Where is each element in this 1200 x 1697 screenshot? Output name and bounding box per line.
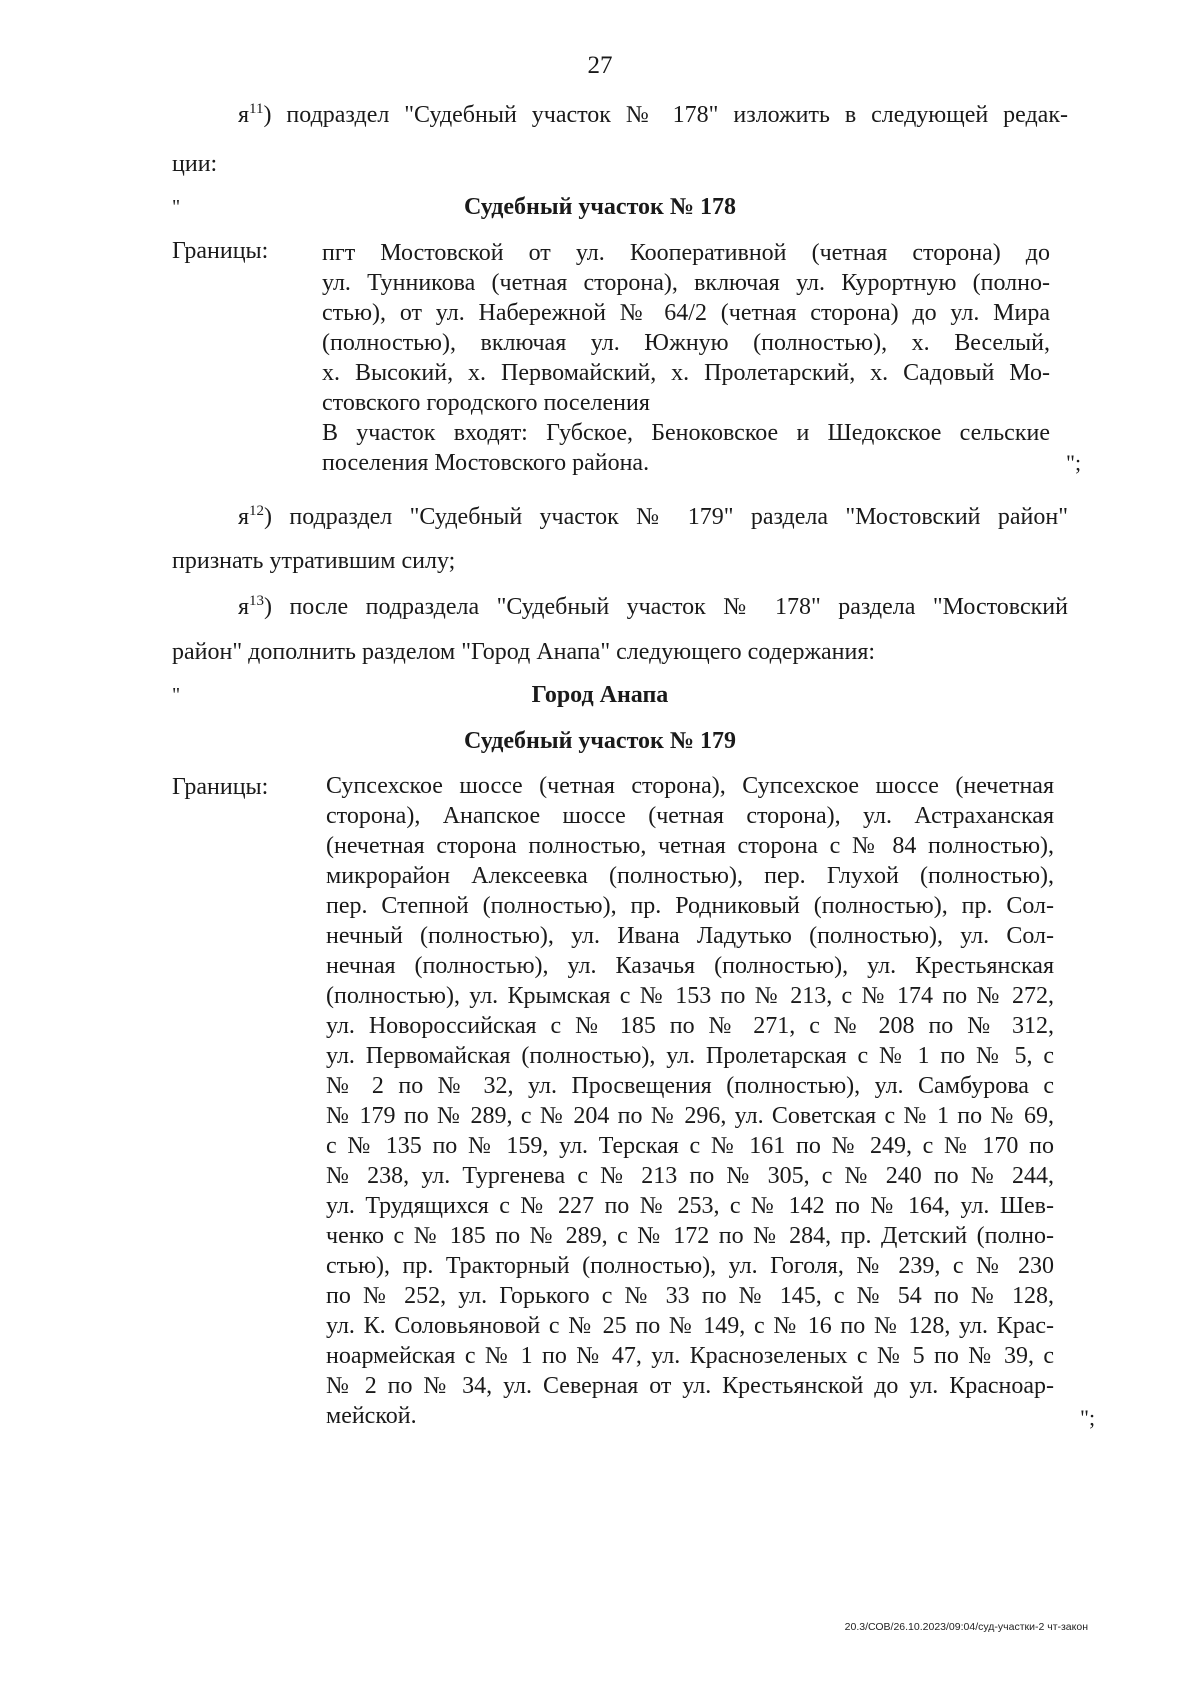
boundary-line: № 179 по № 289, с № 204 по № 296, ул. Советская с № 1 по № 69, (326, 1103, 1054, 1129)
boundary-line: (полностью), включая ул. Южную (полностью), х. Веселый, (322, 330, 1050, 356)
section-178-closing-quote: "; (1066, 450, 1082, 475)
amendment-13-index: 13 (249, 593, 265, 609)
boundary-line: Супсехское шоссе (четная сторона), Супсехское шоссе (нечетная (326, 773, 1054, 799)
section-178-boundaries-text (322, 237, 1050, 477)
boundary-line: х. Высокий, х. Первомайский, х. Пролетарский, х. Садовый Мо- (322, 360, 1050, 386)
amendment-11-line1 (238, 100, 1068, 130)
city-heading: Город Анапа (531, 682, 669, 708)
amendment-12-text: ) подраздел "Судебный участок № 179" раздела "Мостовский район" (264, 504, 1068, 530)
open-quote-2: " (172, 684, 181, 706)
boundary-line: поселения Мостовского района. (322, 450, 650, 476)
boundary-line: пер. Степной (полностью), пр. Родниковый (полностью), пр. Сол- (326, 893, 1054, 919)
amendment-12-line2: признать утратившим силу; (172, 548, 456, 574)
boundary-line: № 238, ул. Тургенева с № 213 по № 305, с № 240 по № 244, (326, 1163, 1054, 1189)
document-footer-code: 20.3/СОВ/26.10.2023/09:04/суд-участки-2 чт-закон (844, 1621, 1088, 1633)
boundary-line: ул. Трудящихся с № 227 по № 253, с № 142 по № 164, ул. Шев- (326, 1193, 1054, 1219)
section-179-heading: Судебный участок № 179 (463, 728, 736, 754)
amendment-11-line2: ции: (172, 151, 218, 177)
boundary-line: № 2 по № 32, ул. Просвещения (полностью), ул. Самбурова с (326, 1073, 1054, 1099)
boundary-line: мейской. (326, 1403, 417, 1429)
page-number: 27 (587, 52, 613, 79)
boundary-line: с № 135 по № 159, ул. Терская с № 161 по № 249, с № 170 по (326, 1133, 1054, 1159)
boundary-line: ноармейская с № 1 по № 47, ул. Краснозеленых с № 5 по № 39, с (326, 1343, 1054, 1369)
boundary-line: ченко с № 185 по № 289, с № 172 по № 284, пр. Детский (полно- (326, 1223, 1054, 1249)
amendment-12-index: 12 (249, 503, 265, 519)
amendment-11-letter: я (238, 102, 250, 128)
boundary-line: (полностью), ул. Крымская с № 153 по № 213, с № 174 по № 272, (326, 983, 1054, 1009)
section-179-boundaries-text (326, 771, 1054, 1431)
section-179-closing-quote: "; (1080, 1405, 1096, 1430)
amendment-13-text: ) после подраздела "Судебный участок № 178" раздела "Мостовский (264, 594, 1068, 620)
amendment-13-line1 (238, 592, 1068, 622)
boundary-line: В участок входят: Губское, Беноковское и Шедокское сельские (322, 420, 1050, 446)
section-179-boundaries-label: Границы: (172, 774, 269, 800)
boundary-line: ул. Новороссийская с № 185 по № 271, с № 208 по № 312, (326, 1013, 1054, 1039)
boundary-line: стью), от ул. Набережной № 64/2 (четная сторона) до ул. Мира (322, 300, 1050, 326)
amendment-12-line1 (238, 502, 1068, 532)
boundary-line: сторона), Анапское шоссе (четная сторона), ул. Астраханская (326, 803, 1054, 829)
boundary-line: стью), пр. Тракторный (полностью), ул. Гоголя, № 239, с № 230 (326, 1253, 1054, 1279)
amendment-13-letter: я (238, 594, 250, 620)
boundary-line: нечная (полностью), ул. Казачья (полностью), ул. Крестьянская (326, 953, 1054, 979)
section-178-boundaries-label: Границы: (172, 238, 269, 264)
amendment-11-index: 11 (249, 101, 264, 117)
boundary-line: (нечетная сторона полностью, четная сторона с № 84 полностью), (326, 833, 1054, 859)
boundary-line: стовского городского поселения (322, 390, 650, 416)
section-178-heading: Судебный участок № 178 (463, 194, 736, 220)
amendment-13-line2: район" дополнить разделом "Город Анапа" следующего содержания: (172, 639, 876, 665)
boundary-line: по № 252, ул. Горького с № 33 по № 145, с № 54 по № 128, (326, 1283, 1054, 1309)
boundary-line: нечный (полностью), ул. Ивана Ладутько (полностью), ул. Сол- (326, 923, 1054, 949)
boundary-line: микрорайон Алексеевка (полностью), пер. Глухой (полностью), (326, 863, 1054, 889)
boundary-line: пгт Мостовской от ул. Кооперативной (четная сторона) до (322, 240, 1050, 266)
boundary-line: ул. Тунникова (четная сторона), включая ул. Курортную (полно- (322, 270, 1050, 296)
open-quote: " (172, 196, 181, 218)
amendment-11-text: ) подраздел "Судебный участок № 178" изложить в следующей редак- (263, 102, 1068, 128)
boundary-line: ул. Первомайская (полностью), ул. Пролетарская с № 1 по № 5, с (326, 1043, 1054, 1069)
amendment-12-letter: я (238, 504, 250, 530)
boundary-line: № 2 по № 34, ул. Северная от ул. Крестьянской до ул. Красноар- (326, 1373, 1054, 1399)
boundary-line: ул. К. Соловьяновой с № 25 по № 149, с № 16 по № 128, ул. Крас- (326, 1313, 1054, 1339)
